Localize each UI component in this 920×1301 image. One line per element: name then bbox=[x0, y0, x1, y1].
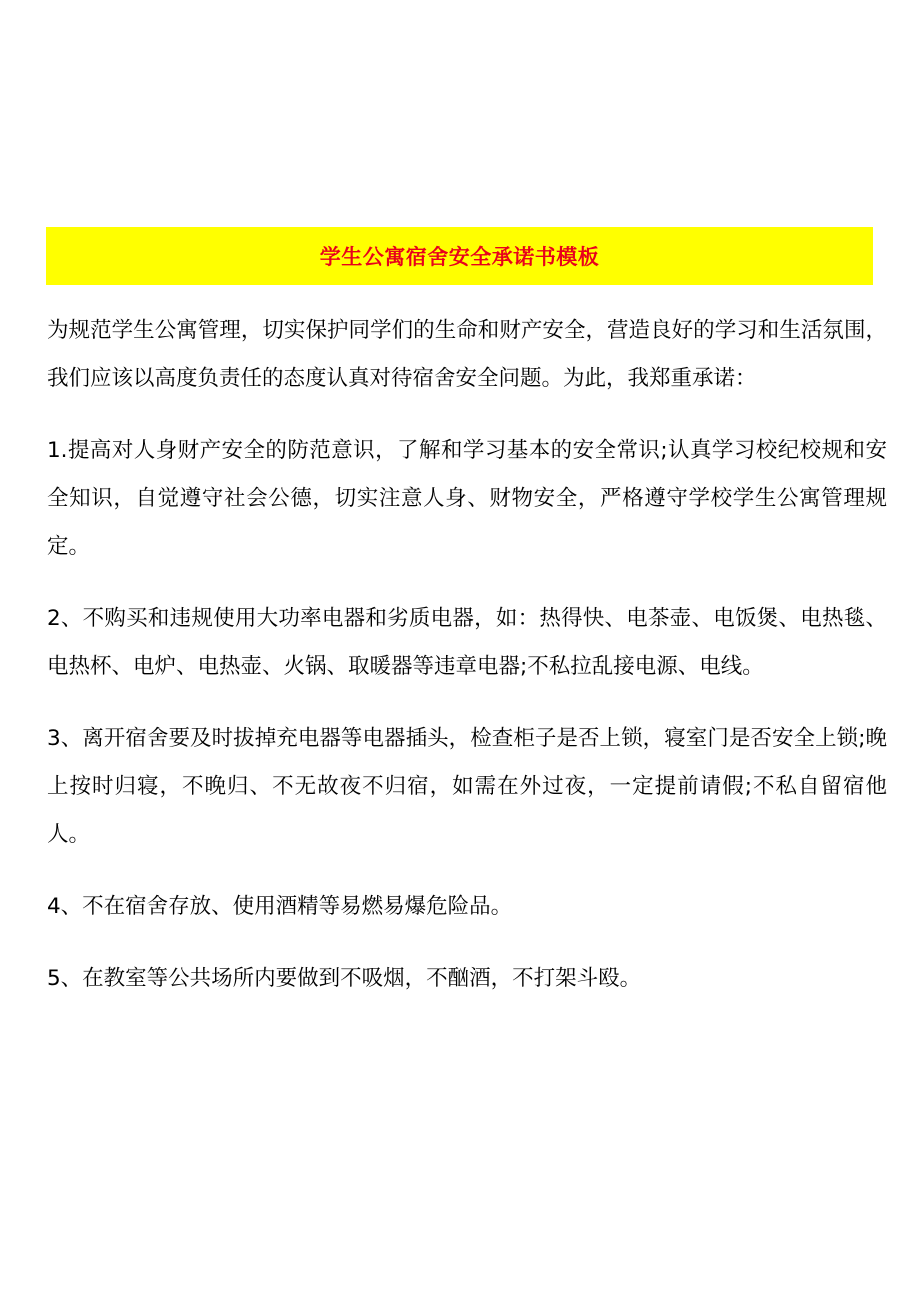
pledge-item-4: 4、不在宿舍存放、使用酒精等易燃易爆危险品。 bbox=[47, 894, 513, 919]
document-body bbox=[47, 307, 887, 1027]
pledge-item-3: 3、离开宿舍要及时拔掉充电器等电器插头，检查柜子是否上锁，寝室门是否安全上锁;晚上按时归寝，不晚归、不无故夜不归宿，如需在外过夜，一定提前请假;不私自留宿他人。 bbox=[47, 726, 887, 847]
intro-paragraph: 为规范学生公寓管理，切实保护同学们的生命和财产安全，营造良好的学习和生活氛围，我们应该以高度负责任的态度认真对待宿舍安全问题。为此，我郑重承诺： bbox=[47, 318, 887, 391]
title-banner bbox=[46, 227, 873, 285]
document-title: 学生公寓宿舍安全承诺书模板 bbox=[319, 245, 600, 269]
pledge-item-2: 2、不购买和违规使用大功率电器和劣质电器，如：热得快、电茶壶、电饭煲、电热毯、电热杯、电炉、电热壶、火锅、取暖器等违章电器;不私拉乱接电源、电线。 bbox=[47, 606, 887, 679]
pledge-item-5: 5、在教室等公共场所内要做到不吸烟，不酗酒，不打架斗殴。 bbox=[47, 966, 642, 991]
pledge-item-1: 1.提高对人身财产安全的防范意识，了解和学习基本的安全常识;认真学习校纪校规和安全知识，自觉遵守社会公德，切实注意人身、财物安全，严格遵守学校学生公寓管理规定。 bbox=[47, 438, 887, 559]
